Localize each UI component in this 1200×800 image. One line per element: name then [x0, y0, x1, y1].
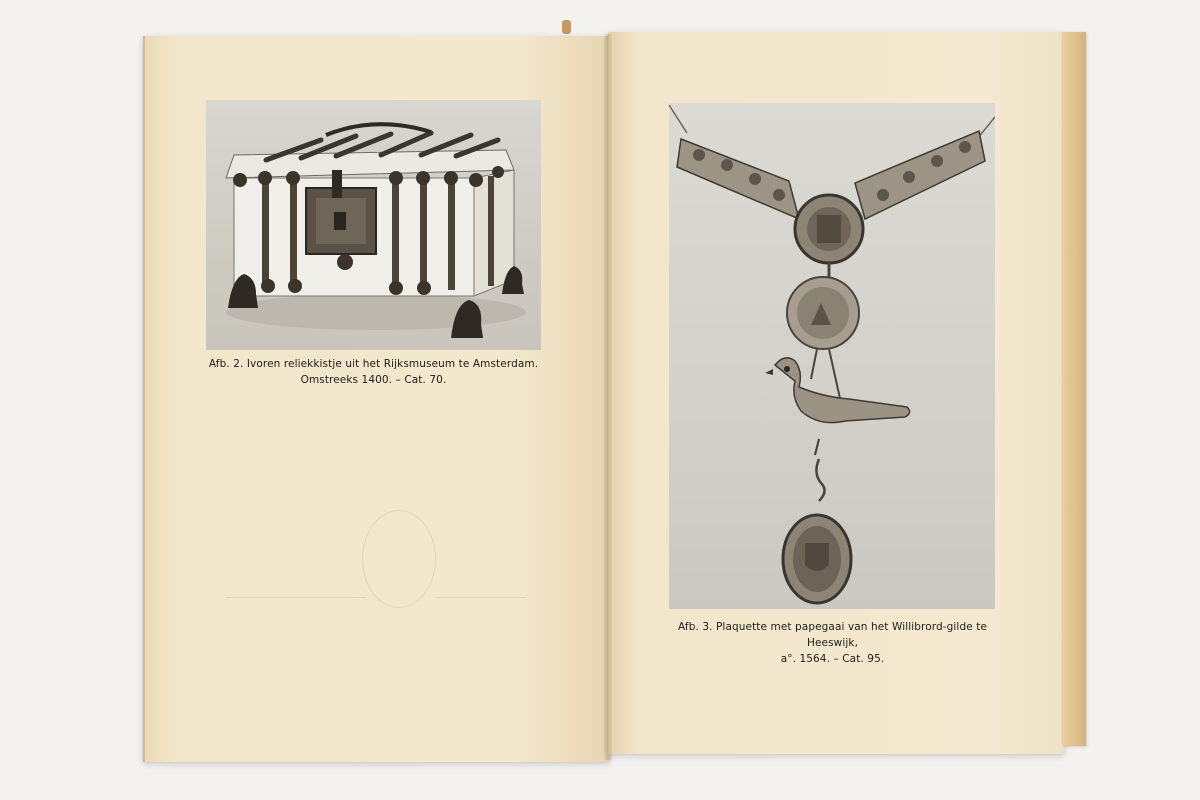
figure-caption-3 [660, 619, 1005, 667]
figure-photo-reliquary-chest [206, 100, 541, 350]
figure-caption-2 [206, 356, 541, 388]
figure-photo-guild-chain [669, 103, 995, 609]
binding-thread [562, 20, 571, 34]
caption-line: a°. 1564. – Cat. 95. [780, 653, 885, 665]
caption-line: Afb. 2. Ivoren reliekkistje uit het Rijksmuseum te Amsterdam. [208, 358, 539, 370]
show-through-text-line [436, 597, 526, 598]
show-through-text-line [226, 597, 366, 598]
book-gutter [604, 34, 612, 760]
page-edges [1062, 32, 1086, 746]
show-through-medallion [362, 510, 436, 608]
caption-line: Omstreeks 1400. – Cat. 70. [300, 374, 447, 386]
caption-line: Afb. 3. Plaquette met papegaai van het Willibrord-gilde te Heeswijk, [678, 621, 987, 649]
